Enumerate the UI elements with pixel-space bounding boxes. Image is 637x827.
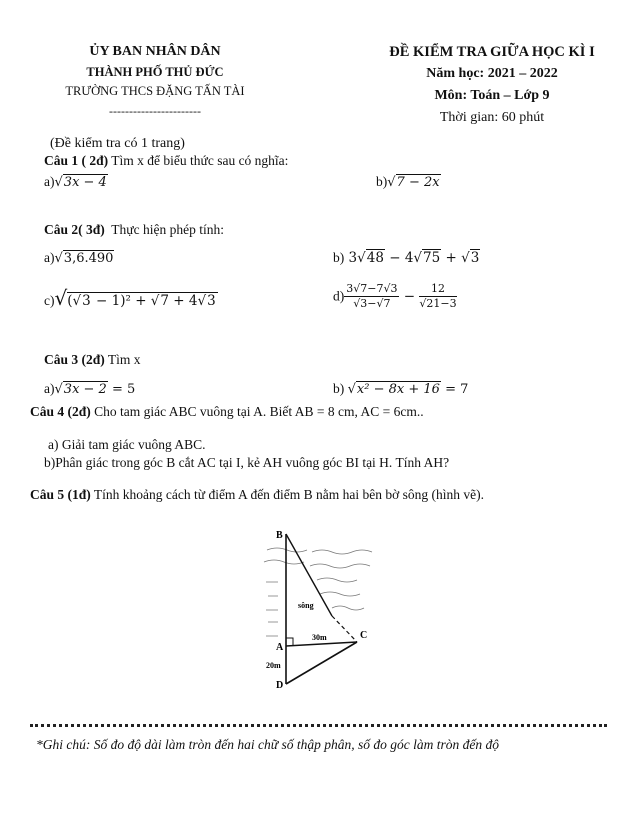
q1-b <box>376 174 441 190</box>
label-river: sông <box>298 601 314 610</box>
org-line2: THÀNH PHỐ THỦ ĐỨC <box>86 65 224 79</box>
q1-text: Tìm x để biểu thức sau có nghĩa: <box>111 153 289 168</box>
q1-a-label: a) <box>44 174 55 189</box>
q2-b-radicand: 75 <box>423 250 441 266</box>
sqrt-sign: √3,6.490 <box>54 251 114 266</box>
sqrt-sign: √7 − 2x <box>387 175 440 190</box>
q2-d <box>333 282 457 311</box>
q2-b-term: + <box>441 250 462 266</box>
q1-a <box>44 174 108 190</box>
q2-b <box>333 250 480 266</box>
label-ad-length: 20m <box>266 661 281 670</box>
sqrt-sign: √3x − 4 <box>54 175 107 190</box>
exam-title: ĐỀ KIỂM TRA GIỮA HỌC KÌ I <box>389 44 595 60</box>
q2-d-fraction-1 <box>344 282 399 311</box>
q1-heading <box>44 153 288 169</box>
river-figure <box>262 522 382 692</box>
sqrt-sign: √3 <box>197 293 216 309</box>
q5-text: Tính khoảng cách từ điểm A đến điểm B nằm hai bên bờ sông (hình vẽ). <box>93 487 485 502</box>
q2-c-term: ( <box>67 293 73 309</box>
sqrt-sign: √48 <box>357 250 384 266</box>
q4-text: Cho tam giác ABC vuông tại A. Biết AB = 8 cm, AC = 6cm.. <box>94 404 424 419</box>
label-a: A <box>276 642 284 653</box>
footnote: *Ghi chú: Số đo độ dài làm tròn đến hai chữ số thập phân, số đo góc làm tròn đến độ <box>36 737 499 752</box>
q2-d-label: d) <box>333 288 345 304</box>
q2-a <box>44 250 114 266</box>
sqrt-sign: √3x − 2 <box>54 382 107 397</box>
pages-note: (Đề kiểm tra có 1 trang) <box>50 136 185 151</box>
label-c: C <box>360 630 368 641</box>
q3-a-rhs: = 5 <box>107 382 136 397</box>
q2-b-term: 3 <box>348 250 358 266</box>
line-ac <box>286 642 357 646</box>
q2-heading <box>44 222 224 238</box>
q2-c-radicand-inner: 3 <box>82 293 91 309</box>
school-name: TRƯỜNG THCS ĐẶNG TẤN TÀI <box>65 84 245 98</box>
q3-b-expr: x² − 8x + 16 <box>356 382 440 397</box>
q2-d-fraction-2 <box>419 282 456 311</box>
q2-b-radicand: 3 <box>470 250 480 266</box>
q2-b-label: b) <box>333 250 345 265</box>
q1-b-label: b) <box>376 174 388 189</box>
q3-b <box>333 381 468 397</box>
q2-c <box>44 286 218 310</box>
q2-c-term: − 1)² + <box>91 293 151 309</box>
q1-b-expr: 7 − 2x <box>396 175 440 190</box>
q2-b-term: − 4 <box>384 250 414 266</box>
sqrt-sign: √3 <box>72 293 91 309</box>
q3-a <box>44 381 135 397</box>
q1-title: Câu 1 ( 2đ) <box>44 153 109 168</box>
q2-c-radicand-2 <box>159 292 217 309</box>
duration: Thời gian: 60 phút <box>439 110 545 125</box>
label-d: D <box>276 680 284 691</box>
school-year: Năm học: 2021 – 2022 <box>426 66 558 81</box>
q3-heading <box>44 352 141 368</box>
q4-title: Câu 4 (2đ) <box>30 404 91 419</box>
sqrt-sign: √ <box>54 286 68 310</box>
q3-b-label: b) <box>333 381 345 396</box>
q2-d-minus: − <box>403 288 416 305</box>
sqrt-sign: √7 + 4√3 <box>150 293 216 309</box>
q2-c-term: 7 + 4 <box>160 293 198 309</box>
line-bc-dashed <box>332 616 357 642</box>
header-separator: ----------------------- <box>109 104 201 118</box>
q2-c-radicand-inner: 3 <box>207 293 216 309</box>
q3-b-rhs: = 7 <box>440 382 469 397</box>
sqrt-sign: √x² − 8x + 16 <box>347 382 440 397</box>
sqrt-sign: √3 <box>461 250 480 266</box>
q2-d-denominator: √3−√7 <box>353 297 391 310</box>
org-line1: ỦY BAN NHÂN DÂN <box>89 44 221 59</box>
q3-text: Tìm x <box>107 352 141 367</box>
q4-heading <box>30 404 424 420</box>
q5-title: Câu 5 (1đ) <box>30 487 91 502</box>
q3-a-expr: 3x − 2 <box>63 382 107 397</box>
q2-c-label: c) <box>44 293 55 308</box>
q2-b-radicand: 48 <box>366 250 384 266</box>
q5-heading <box>30 487 484 503</box>
q2-d-numerator: 3√7−7√3 <box>346 282 398 295</box>
subject: Môn: Toán – Lớp 9 <box>434 88 550 103</box>
q2-text: Thực hiện phép tính: <box>111 222 224 237</box>
q2-c-radicand <box>67 292 217 309</box>
label-b: B <box>276 530 283 541</box>
q3-a-label: a) <box>44 381 55 396</box>
sqrt-sign: √75 <box>413 250 441 266</box>
q2-title: Câu 2( 3đ) <box>44 222 105 237</box>
q3-title: Câu 3 (2đ) <box>44 352 105 367</box>
q2-a-expr: 3,6.490 <box>63 251 114 266</box>
q2-d-numerator: 12 <box>419 282 456 297</box>
q1-a-expr: 3x − 4 <box>63 175 107 190</box>
q4-b: b)Phân giác trong góc B cắt AC tại I, kẻ AH vuông góc BI tại H. Tính AH? <box>44 455 450 470</box>
label-ac-length: 30m <box>312 633 327 642</box>
q4-a: a) Giải tam giác vuông ABC. <box>48 437 206 452</box>
dotted-divider <box>30 724 607 727</box>
q2-d-denominator: √21−3 <box>419 297 457 310</box>
line-cd <box>286 642 357 684</box>
right-angle-marker <box>286 638 293 646</box>
q2-a-label: a) <box>44 250 55 265</box>
